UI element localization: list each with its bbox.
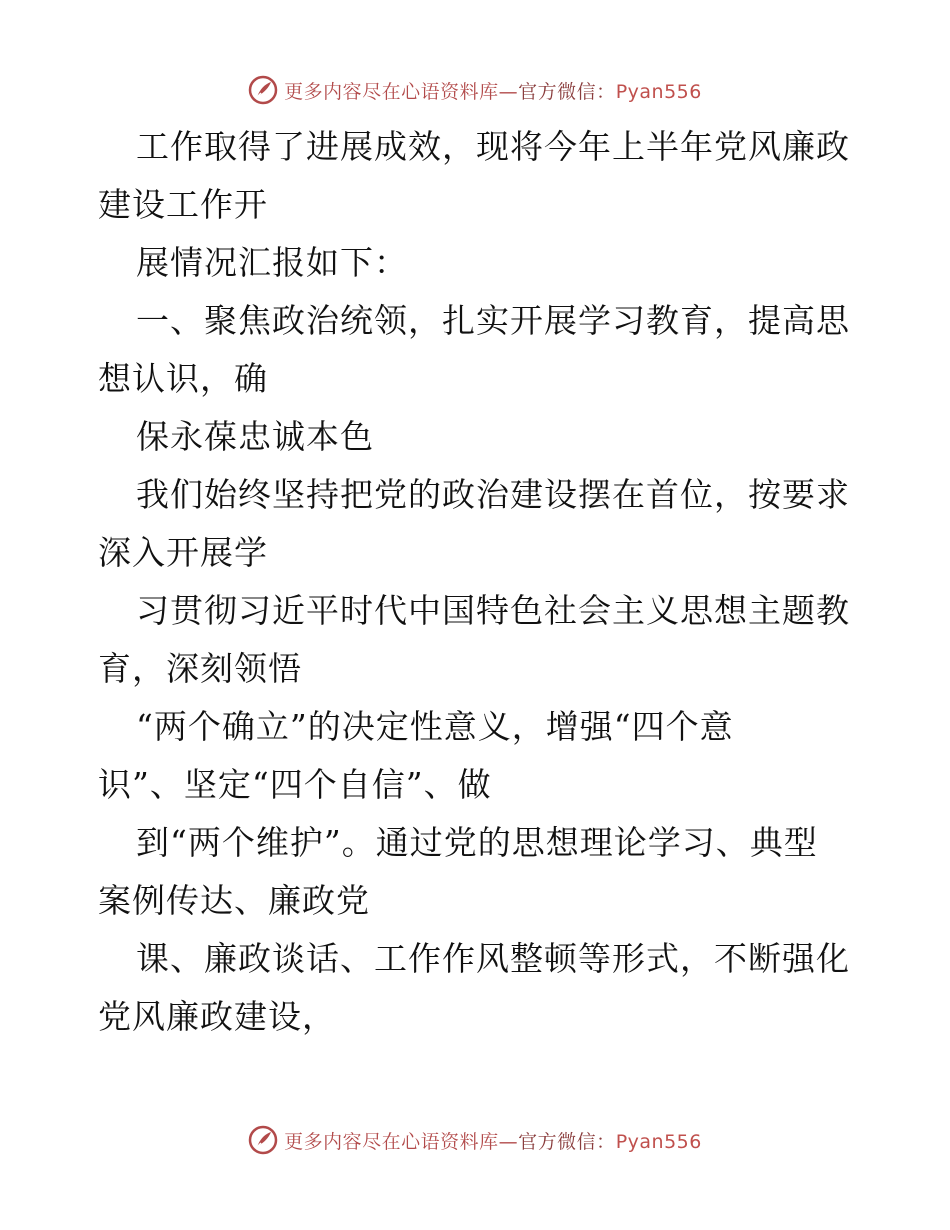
footer-watermark: [0, 1120, 950, 1160]
paragraph-line: 党风廉政建设，: [98, 997, 336, 1036]
paragraph-line: 到“两个维护”。通过党的思想理论学习、典型: [136, 823, 818, 862]
watermark-handle: Pyan556: [615, 80, 702, 103]
watermark-dash: —: [498, 80, 519, 103]
section-heading-line: 一、聚焦政治统领，扎实开展学习教育，提高思: [136, 301, 850, 340]
paragraph-line: 育，深刻领悟: [98, 649, 302, 688]
watermark-text: [284, 77, 702, 104]
paragraph-line: “两个确立”的决定性意义，增强“四个意: [136, 707, 734, 746]
section-heading-line: 想认识，确: [98, 359, 268, 398]
watermark-text: [284, 1127, 702, 1154]
paragraph-line: 识”、坚定“四个自信”、做: [98, 765, 492, 804]
paragraph-line: 深入开展学: [98, 533, 268, 572]
feather-logo-icon: [248, 75, 278, 105]
watermark-site: 更多内容尽在心语资料库: [284, 1130, 499, 1153]
feather-logo-icon: [248, 1125, 278, 1155]
paragraph-line: 工作取得了进展成效，现将今年上半年党风廉政: [136, 127, 850, 166]
header-watermark: [0, 70, 950, 110]
paragraph-line: 展情况汇报如下：: [136, 243, 408, 282]
section-heading-line: 保永葆忠诚本色: [136, 417, 374, 456]
document-body: [98, 118, 858, 1046]
paragraph-line: 建设工作开: [98, 185, 268, 224]
watermark-dash: —: [498, 1130, 519, 1153]
paragraph-line: 我们始终坚持把党的政治建设摆在首位，按要求: [136, 475, 850, 514]
paragraph-line: 习贯彻习近平时代中国特色社会主义思想主题教: [136, 591, 850, 630]
watermark-site: 更多内容尽在心语资料库: [284, 80, 499, 103]
paragraph-line: 案例传达、廉政党: [98, 881, 370, 920]
paragraph-line: 课、廉政谈话、工作作风整顿等形式，不断强化: [136, 939, 850, 978]
watermark-official: 官方微信：: [518, 1130, 616, 1153]
watermark-official: 官方微信：: [518, 80, 616, 103]
watermark-handle: Pyan556: [615, 1130, 702, 1153]
